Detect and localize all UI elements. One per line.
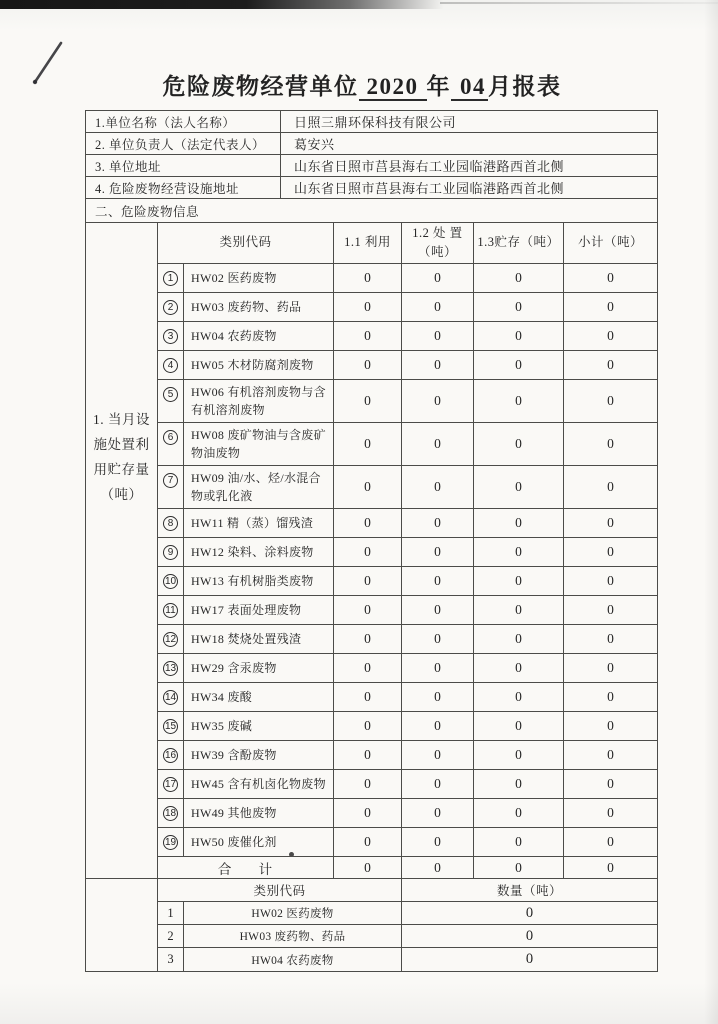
value-cell: 0 <box>334 741 402 770</box>
value-cell: 0 <box>402 596 474 625</box>
value-cell: 0 <box>334 293 402 322</box>
value-cell: 0 <box>402 380 474 423</box>
column-header-store: 1.3贮存（吨） <box>474 223 564 264</box>
value-cell: 0 <box>474 423 564 466</box>
value-cell: 0 <box>564 567 657 596</box>
circled-number: 16 <box>164 750 177 761</box>
waste-code-name: HW05 木材防腐剂废物 <box>184 351 334 380</box>
value-cell: 0 <box>564 828 657 857</box>
waste-code-name: HW03 废药物、药品 <box>184 293 334 322</box>
row-number <box>158 799 184 828</box>
scan-edge-shade <box>704 0 718 1024</box>
value-cell: 0 <box>474 683 564 712</box>
circled-number: 3 <box>163 329 178 344</box>
value-cell: 0 <box>334 538 402 567</box>
value-cell: 0 <box>402 799 474 828</box>
quantity-cell: 0 <box>525 951 534 967</box>
value-cell: 0 <box>334 596 402 625</box>
value-cell: 0 <box>474 712 564 741</box>
page-title <box>0 68 718 101</box>
quantity-cell: 0 <box>402 902 657 925</box>
value-cell: 0 <box>474 293 564 322</box>
column-header-dispose: 1.2 处 置（吨） <box>402 223 474 264</box>
value-cell: 0 <box>474 538 564 567</box>
bottom-left-empty <box>86 879 158 971</box>
info-value: 山东省日照市莒县海右工业园临港路西首北侧 <box>281 155 657 177</box>
circled-number: 17 <box>164 779 177 790</box>
circled-number: 11 <box>163 603 178 618</box>
circled-number: 14 <box>164 692 177 703</box>
value-cell: 0 <box>474 770 564 799</box>
total-value-cell: 0 <box>564 857 657 879</box>
row-number <box>158 293 184 322</box>
circled-number: 7 <box>163 473 178 488</box>
value-cell: 0 <box>474 322 564 351</box>
value-cell: 0 <box>474 654 564 683</box>
value-cell: 0 <box>564 509 657 538</box>
row-number <box>158 322 184 351</box>
row-number <box>158 828 184 857</box>
total-row-label: 合 计 <box>158 857 334 879</box>
waste-code-name: HW11 精（蒸）馏残渣 <box>184 509 334 538</box>
column-header-code: 类别代码 <box>158 223 334 264</box>
title-prefix: 危险废物经营单位 <box>162 74 359 99</box>
waste-code-name: HW39 含酚废物 <box>184 741 334 770</box>
value-cell: 0 <box>564 683 657 712</box>
row-number <box>158 712 184 741</box>
value-cell: 0 <box>402 654 474 683</box>
title-suffix: 月报表 <box>488 74 562 99</box>
circled-number: 19 <box>164 837 177 848</box>
value-cell: 0 <box>474 828 564 857</box>
total-value-cell: 0 <box>474 857 564 879</box>
circled-number: 18 <box>164 808 177 819</box>
row-number: 1 <box>158 902 184 925</box>
row-number <box>158 466 184 509</box>
waste-code-name: HW02 医药废物 <box>184 902 402 925</box>
waste-code-name: HW02 医药废物 <box>184 264 334 293</box>
value-cell: 0 <box>402 322 474 351</box>
waste-code-name: HW45 含有机卤化物废物 <box>184 770 334 799</box>
unit-info-table <box>85 110 658 223</box>
circled-number: 13 <box>164 663 177 674</box>
hazardous-waste-table <box>85 222 658 972</box>
waste-code-name: HW12 染料、涂料废物 <box>184 538 334 567</box>
value-cell: 0 <box>334 799 402 828</box>
value-cell: 0 <box>334 423 402 466</box>
info-label: 3. 单位地址 <box>86 155 281 177</box>
value-cell: 0 <box>334 654 402 683</box>
circled-number: 1 <box>163 271 178 286</box>
waste-code-name: HW09 油/水、烃/水混合物或乳化液 <box>184 466 334 509</box>
info-label: 4. 危险废物经营设施地址 <box>86 177 281 199</box>
value-cell: 0 <box>474 466 564 509</box>
circled-number: 8 <box>163 516 178 531</box>
row-number: 2 <box>158 925 184 948</box>
waste-code-name: HW29 含汞废物 <box>184 654 334 683</box>
section2-heading: 二、危险废物信息 <box>95 204 200 219</box>
title-year: 2020 <box>359 74 427 101</box>
row-group-label: 1. 当月设施处置利用贮存量（吨） <box>86 223 158 879</box>
value-cell: 0 <box>474 741 564 770</box>
value-cell: 0 <box>564 322 657 351</box>
waste-code-name: HW49 其他废物 <box>184 799 334 828</box>
value-cell: 0 <box>564 799 657 828</box>
waste-code-name: HW34 废酸 <box>184 683 334 712</box>
value-cell: 0 <box>334 683 402 712</box>
value-cell: 0 <box>474 380 564 423</box>
info-label: 2. 单位负责人（法定代表人） <box>86 133 281 155</box>
value-cell: 0 <box>564 264 657 293</box>
value-cell: 0 <box>564 351 657 380</box>
value-cell: 0 <box>564 741 657 770</box>
value-cell: 0 <box>402 625 474 654</box>
waste-code-name: HW18 焚烧处置残渣 <box>184 625 334 654</box>
value-cell: 0 <box>402 567 474 596</box>
row-number <box>158 509 184 538</box>
row-number <box>158 596 184 625</box>
value-cell: 0 <box>402 683 474 712</box>
value-cell: 0 <box>474 596 564 625</box>
column-header-subtotal: 小计（吨） <box>564 223 657 264</box>
value-cell: 0 <box>474 625 564 654</box>
value-cell: 0 <box>564 423 657 466</box>
value-cell: 0 <box>334 322 402 351</box>
info-value: 葛安兴 <box>281 133 657 155</box>
waste-code-name: HW35 废碱 <box>184 712 334 741</box>
value-cell: 0 <box>402 351 474 380</box>
waste-code-name: HW13 有机树脂类废物 <box>184 567 334 596</box>
value-cell: 0 <box>564 380 657 423</box>
circled-number: 2 <box>163 300 178 315</box>
value-cell: 0 <box>564 654 657 683</box>
value-cell: 0 <box>334 625 402 654</box>
column-header-use: 1.1 利用 <box>334 223 402 264</box>
waste-code-name: HW04 农药废物 <box>184 322 334 351</box>
waste-code-name: HW17 表面处理废物 <box>184 596 334 625</box>
value-cell: 0 <box>402 509 474 538</box>
value-cell: 0 <box>334 380 402 423</box>
value-cell: 0 <box>474 264 564 293</box>
circled-number: 6 <box>163 430 178 445</box>
row-number: 3 <box>158 948 184 971</box>
circled-number: 5 <box>163 387 178 402</box>
value-cell: 0 <box>402 538 474 567</box>
value-cell: 0 <box>402 770 474 799</box>
value-cell: 0 <box>334 828 402 857</box>
section3-header-qty: 数量（吨） <box>402 879 657 902</box>
row-number <box>158 351 184 380</box>
value-cell: 0 <box>564 712 657 741</box>
value-cell: 0 <box>564 293 657 322</box>
value-cell: 0 <box>402 264 474 293</box>
section3-header-code: 类别代码 <box>158 879 402 902</box>
info-value: 山东省日照市莒县海右工业园临港路西首北侧 <box>281 177 657 199</box>
value-cell: 0 <box>402 712 474 741</box>
value-cell: 0 <box>334 567 402 596</box>
row-number <box>158 625 184 654</box>
value-cell: 0 <box>334 351 402 380</box>
circled-number: 10 <box>164 576 177 587</box>
value-cell: 0 <box>564 596 657 625</box>
row-number <box>158 770 184 799</box>
circled-number: 9 <box>163 545 178 560</box>
row-number <box>158 264 184 293</box>
circled-number: 4 <box>163 358 178 373</box>
total-value-cell: 0 <box>334 857 402 879</box>
info-value: 日照三鼎环保科技有限公司 <box>281 111 657 133</box>
total-value-cell: 0 <box>402 857 474 879</box>
circled-number: 12 <box>164 634 177 645</box>
value-cell: 0 <box>564 625 657 654</box>
waste-code-name: HW08 废矿物油与含废矿物油废物 <box>184 423 334 466</box>
value-cell: 0 <box>474 509 564 538</box>
row-number <box>158 423 184 466</box>
value-cell: 0 <box>474 799 564 828</box>
value-cell: 0 <box>402 741 474 770</box>
waste-code-name: HW03 废药物、药品 <box>184 925 402 948</box>
value-cell: 0 <box>474 567 564 596</box>
row-number <box>158 741 184 770</box>
value-cell: 0 <box>564 770 657 799</box>
value-cell: 0 <box>474 351 564 380</box>
value-cell: 0 <box>402 293 474 322</box>
value-cell: 0 <box>334 466 402 509</box>
value-cell: 0 <box>334 509 402 538</box>
report-sheet <box>85 110 658 972</box>
scan-hairline-artifact <box>440 2 718 4</box>
value-cell: 0 <box>402 828 474 857</box>
row-number <box>158 538 184 567</box>
value-cell: 0 <box>402 423 474 466</box>
row-number <box>158 380 184 423</box>
value-cell: 0 <box>334 264 402 293</box>
value-cell: 0 <box>564 538 657 567</box>
scan-edge-artifact <box>0 0 448 9</box>
quantity-cell: 0 <box>402 925 657 948</box>
row-number <box>158 567 184 596</box>
value-cell: 0 <box>334 770 402 799</box>
waste-code-name: HW04 农药废物 <box>184 948 402 971</box>
value-cell: 0 <box>564 466 657 509</box>
value-cell: 0 <box>402 466 474 509</box>
waste-code-name: HW50 废催化剂 <box>184 828 334 857</box>
circled-number: 15 <box>164 721 177 732</box>
waste-code-name: HW06 有机溶剂废物与含有机溶剂废物 <box>184 380 334 423</box>
value-cell: 0 <box>334 712 402 741</box>
row-number <box>158 683 184 712</box>
title-year-label: 年 <box>426 74 451 99</box>
row-number <box>158 654 184 683</box>
title-month: 04 <box>451 74 488 101</box>
info-label: 1.单位名称（法人名称） <box>86 111 281 133</box>
